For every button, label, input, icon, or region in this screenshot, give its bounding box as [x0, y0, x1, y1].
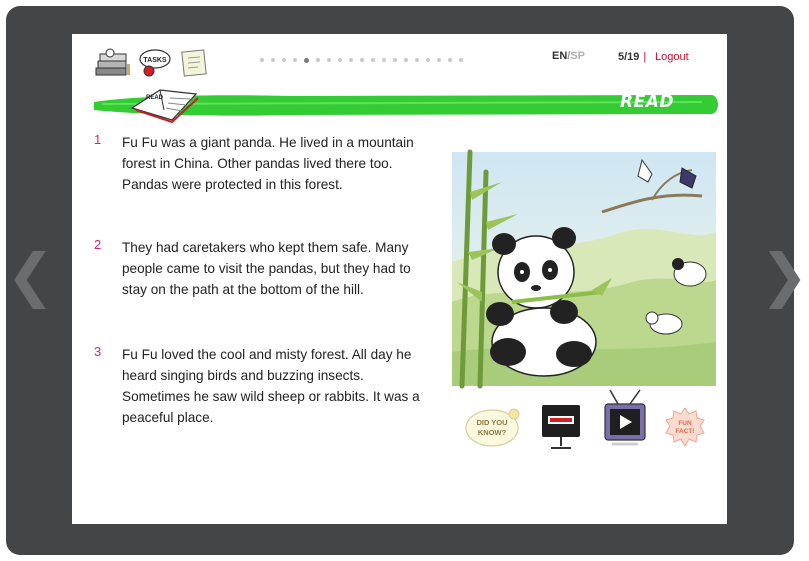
- panda-illustration: [452, 152, 716, 386]
- tasks-icon[interactable]: [138, 47, 174, 79]
- reader-screen: [72, 34, 727, 524]
- tasks-label: TASKS: [143, 57, 167, 64]
- page-separator: |: [643, 51, 647, 63]
- fun-fact-line-1: FUN: [678, 420, 692, 427]
- progress-dot[interactable]: [459, 58, 463, 62]
- progress-dot[interactable]: [426, 58, 430, 62]
- progress-dot[interactable]: [304, 58, 309, 63]
- fun-fact-icon[interactable]: [664, 406, 706, 450]
- paragraph-text: Fu Fu loved the cool and misty forest. All day he heard singing birds and buzzing insects. Sometimes he saw wild sheep or rabbits. It was a peaceful place.: [122, 347, 420, 425]
- progress-dot[interactable]: [271, 58, 275, 62]
- progress-dot[interactable]: [393, 58, 397, 62]
- progress-dot[interactable]: [338, 58, 342, 62]
- book-icon: [132, 90, 198, 122]
- logout-link[interactable]: Logout: [655, 51, 689, 63]
- progress-dot[interactable]: [327, 58, 331, 62]
- progress-dot[interactable]: [382, 58, 386, 62]
- paragraph-text: They had caretakers who kept them safe. Many people came to visit the pandas, but they had to stay on the path at the bottom of the hill.: [122, 240, 411, 297]
- page-number: 5/19: [618, 51, 640, 63]
- book-label: READ: [146, 95, 164, 101]
- progress-dot[interactable]: [415, 58, 419, 62]
- progress-dot[interactable]: [404, 58, 408, 62]
- paragraph-number: 3: [94, 344, 102, 359]
- progress-dot[interactable]: [316, 58, 320, 62]
- section-title: READ: [620, 92, 674, 112]
- notes-icon[interactable]: [180, 48, 208, 78]
- did-you-know-icon[interactable]: [464, 406, 524, 452]
- chevron-right-icon[interactable]: ❯: [760, 241, 809, 309]
- progress-dot[interactable]: [260, 58, 264, 62]
- page-indicator: [618, 51, 650, 63]
- paragraph-number: 2: [94, 237, 102, 252]
- progress-dots: [260, 58, 463, 63]
- did-you-know-line-1: DID YOU: [476, 418, 508, 427]
- paragraph-text: Fu Fu was a giant panda. He lived in a mountain forest in China. Other pandas lived there too. Pandas were protected in this forest.: [122, 135, 414, 192]
- paragraph-number: 1: [94, 132, 102, 147]
- books-icon[interactable]: [94, 48, 132, 78]
- board-video-icon[interactable]: [539, 402, 583, 452]
- play-video-icon[interactable]: [602, 388, 648, 452]
- language-toggle[interactable]: [552, 50, 585, 62]
- progress-dot[interactable]: [371, 58, 375, 62]
- progress-dot[interactable]: [360, 58, 364, 62]
- progress-dot[interactable]: [349, 58, 353, 62]
- progress-dot[interactable]: [448, 58, 452, 62]
- lang-sp[interactable]: SP: [570, 50, 586, 62]
- progress-dot[interactable]: [437, 58, 441, 62]
- chevron-left-icon[interactable]: ❮: [6, 241, 55, 309]
- progress-dot[interactable]: [282, 58, 286, 62]
- did-you-know-line-2: KNOW?: [477, 428, 507, 437]
- progress-dot[interactable]: [293, 58, 297, 62]
- lang-en[interactable]: EN: [552, 50, 568, 62]
- toolbar-icons: [94, 46, 208, 80]
- fun-fact-line-2: FACT!: [675, 428, 695, 435]
- lang-separator: /: [567, 50, 571, 62]
